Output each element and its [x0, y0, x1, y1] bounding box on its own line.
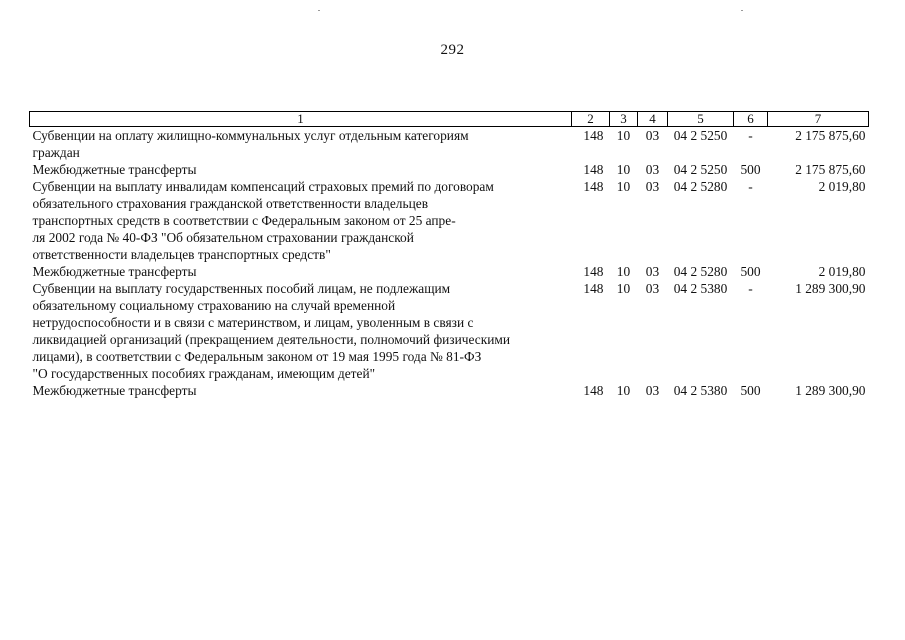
- description-line: Межбюджетные трансферты: [32, 162, 197, 177]
- description-line: Субвенции на выплату государственных пособий лицам, не подлежащим: [32, 281, 451, 296]
- description-line: лицами), в соответствии с Федеральным законом от 19 мая 1995 года № 81-ФЗ: [32, 349, 482, 364]
- description-line: граждан: [32, 145, 80, 160]
- amount: 2 175 875,60: [795, 162, 866, 177]
- row-description: [30, 127, 572, 162]
- ministry-code: 148: [583, 162, 604, 177]
- target-article-code: 04 2 5280: [673, 264, 728, 279]
- header-col-1: 1: [30, 112, 572, 127]
- table-row: [30, 263, 869, 280]
- target-article-code: 04 2 5380: [673, 281, 728, 296]
- expense-type-code: -: [748, 179, 753, 194]
- header-col-4: 4: [638, 112, 668, 127]
- target-article-code: 04 2 5250: [673, 162, 728, 177]
- subsection-code: 03: [645, 128, 660, 143]
- section-code: 10: [616, 264, 631, 279]
- ministry-code: 148: [583, 128, 604, 143]
- description-line: Субвенции на оплату жилищно-коммунальных услуг отдельным категориям: [32, 128, 469, 143]
- header-col-6: 6: [734, 112, 768, 127]
- subsection-code: 03: [645, 264, 660, 279]
- header-col-7: 7: [768, 112, 869, 127]
- description-line: транспортных средств в соответствии с Федеральным законом от 25 апре-: [32, 213, 456, 228]
- subsection-code: 03: [645, 281, 660, 296]
- description-line: ля 2002 года № 40-ФЗ "Об обязательном страховании гражданской: [32, 230, 414, 245]
- subsection-code: 03: [645, 162, 660, 177]
- expense-type-code: -: [748, 128, 753, 143]
- description-line: Межбюджетные трансферты: [32, 264, 197, 279]
- section-code: 10: [616, 128, 631, 143]
- description-line: Субвенции на выплату инвалидам компенсаций страховых премий по договорам: [32, 179, 494, 194]
- row-description: [30, 382, 572, 399]
- row-description: [30, 161, 572, 178]
- description-line: ликвидацией организаций (прекращением деятельности, полномочий физическими: [32, 332, 511, 347]
- amount: 2 019,80: [818, 264, 866, 279]
- table-row: [30, 161, 869, 178]
- target-article-code: 04 2 5280: [673, 179, 728, 194]
- section-code: 10: [616, 383, 631, 398]
- row-description: [30, 280, 572, 382]
- table-row: [30, 382, 869, 399]
- description-line: нетрудоспособности и в связи с материнством, и лицам, уволенным в связи с: [32, 315, 474, 330]
- amount: 2 175 875,60: [795, 128, 866, 143]
- header-col-2: 2: [572, 112, 610, 127]
- expense-type-code: 500: [740, 383, 761, 398]
- header-row: [30, 112, 869, 127]
- row-description: [30, 263, 572, 280]
- table-row: [30, 280, 869, 382]
- section-code: 10: [616, 179, 631, 194]
- subsection-code: 03: [645, 179, 660, 194]
- expense-type-code: -: [748, 281, 753, 296]
- header-col-5: 5: [668, 112, 734, 127]
- subsection-code: 03: [645, 383, 660, 398]
- ministry-code: 148: [583, 281, 604, 296]
- header-col-3: 3: [610, 112, 638, 127]
- page-number: 292: [440, 42, 465, 58]
- scan-speck: [741, 10, 743, 11]
- section-code: 10: [616, 162, 631, 177]
- table-row: [30, 127, 869, 162]
- amount: 2 019,80: [818, 179, 866, 194]
- description-line: "О государственных пособиях гражданам, имеющим детей": [32, 366, 376, 381]
- amount: 1 289 300,90: [795, 383, 866, 398]
- row-description: [30, 178, 572, 263]
- table-row: [30, 178, 869, 263]
- target-article-code: 04 2 5380: [673, 383, 728, 398]
- target-article-code: 04 2 5250: [673, 128, 728, 143]
- description-line: обязательного страхования гражданской ответственности владельцев: [32, 196, 429, 211]
- scan-speck: [318, 10, 320, 11]
- expense-type-code: 500: [740, 264, 761, 279]
- description-line: ответственности владельцев транспортных средств": [32, 247, 331, 262]
- expense-type-code: 500: [740, 162, 761, 177]
- budget-table: [29, 111, 869, 399]
- section-code: 10: [616, 281, 631, 296]
- description-line: обязательному социальному страхованию на случай временной: [32, 298, 396, 313]
- description-line: Межбюджетные трансферты: [32, 383, 197, 398]
- ministry-code: 148: [583, 179, 604, 194]
- amount: 1 289 300,90: [795, 281, 866, 296]
- ministry-code: 148: [583, 264, 604, 279]
- ministry-code: 148: [583, 383, 604, 398]
